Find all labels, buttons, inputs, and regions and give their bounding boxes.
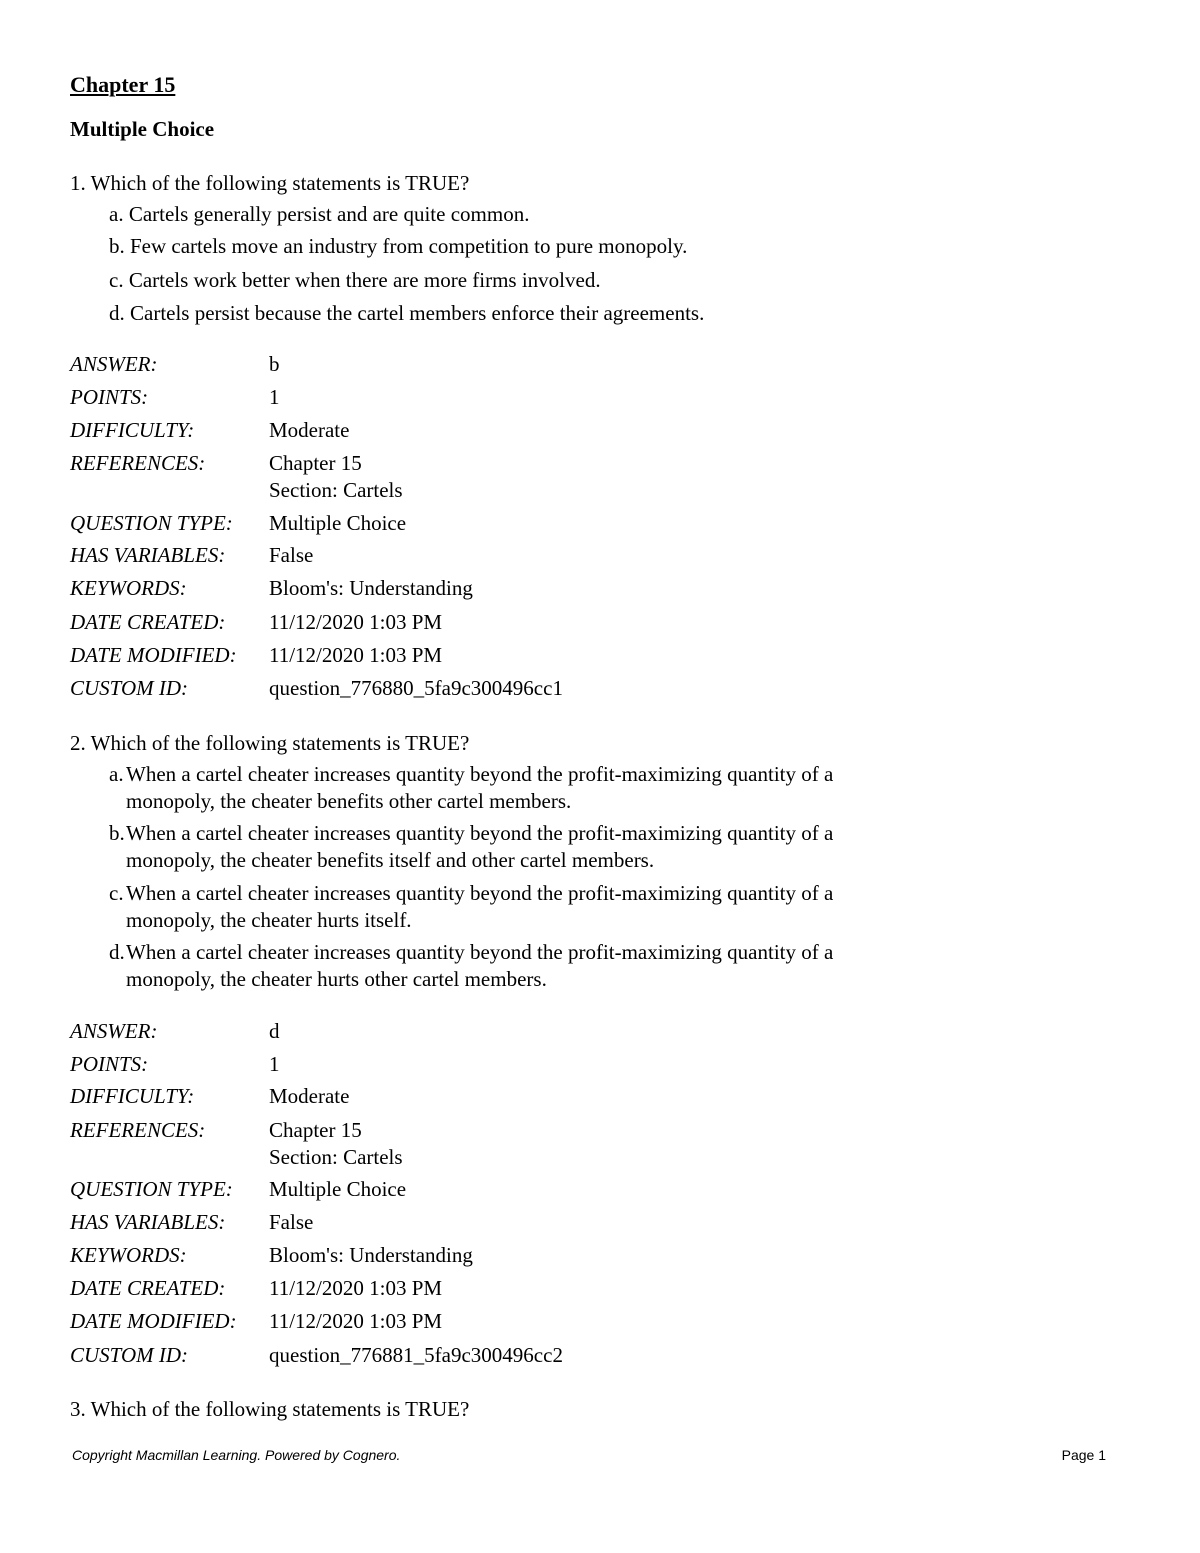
option-text: Few cartels move an industry from competition to pure monopoly. (130, 234, 688, 258)
option-letter: a. (109, 202, 124, 226)
chapter-title: Chapter 15 (70, 72, 176, 97)
question-type-value: Multiple Choice (269, 1177, 407, 1201)
points-value: 1 (269, 1052, 280, 1076)
references-label: REFERENCES: (70, 451, 206, 475)
custom-id-label: CUSTOM ID: (70, 1343, 189, 1367)
date-created-value: 11/12/2020 1:03 PM (269, 1276, 443, 1300)
difficulty-value: Moderate (269, 1084, 350, 1108)
option-text: When a cartel cheater increases quantity beyond the profit-maximizing quantity of a monopoly, the cheater benefits itself and other cartel members. (126, 821, 834, 872)
option-text: Cartels generally persist and are quite common. (128, 202, 530, 226)
difficulty-label: DIFFICULTY: (70, 418, 195, 442)
custom-id-value: question_776881_5fa9c300496cc2 (269, 1343, 563, 1367)
date-modified-label: DATE MODIFIED: (70, 643, 237, 667)
has-variables-value: False (269, 543, 314, 567)
references-chapter: Chapter 15 (269, 451, 362, 475)
option-letter: d. (109, 301, 125, 325)
date-modified-value: 11/12/2020 1:03 PM (269, 1309, 443, 1333)
difficulty-value: Moderate (269, 418, 350, 442)
option-letter: c. (109, 268, 124, 292)
question-type-label: QUESTION TYPE: (70, 1177, 233, 1201)
option-letter: c. (109, 881, 124, 905)
keywords-value: Bloom's: Understanding (269, 1243, 473, 1267)
option-letter: b. (109, 234, 125, 258)
question-1-option-a (109, 201, 529, 228)
references-value (269, 450, 403, 504)
references-chapter: Chapter 15 (269, 1118, 362, 1142)
question-1-option-d (109, 300, 704, 327)
question-1-option-b (109, 233, 687, 260)
option-text: When a cartel cheater increases quantity beyond the profit-maximizing quantity of a monopoly, the cheater hurts itself. (126, 881, 834, 932)
question-2-stem: 2. Which of the following statements is TRUE? (70, 731, 470, 755)
question-2-option-b (109, 820, 899, 874)
references-value (269, 1117, 403, 1171)
option-text: Cartels work better when there are more firms involved. (128, 268, 601, 292)
date-created-label: DATE CREATED: (70, 610, 226, 634)
question-1-stem: 1. Which of the following statements is TRUE? (70, 171, 470, 195)
question-2-option-d (109, 939, 899, 993)
footer-copyright: Copyright Macmillan Learning. Powered by Cognero. (72, 1447, 401, 1463)
option-letter: a. (109, 762, 124, 786)
option-text: When a cartel cheater increases quantity beyond the profit-maximizing quantity of a monopoly, the cheater hurts other cartel members. (126, 940, 834, 991)
question-type-label: QUESTION TYPE: (70, 511, 233, 535)
question-2-option-c (109, 880, 899, 934)
option-text: Cartels persist because the cartel members enforce their agreements. (130, 301, 705, 325)
option-text: When a cartel cheater increases quantity beyond the profit-maximizing quantity of a monopoly, the cheater benefits other cartel members. (126, 762, 834, 813)
points-value: 1 (269, 385, 280, 409)
has-variables-label: HAS VARIABLES: (70, 543, 226, 567)
keywords-label: KEYWORDS: (70, 576, 187, 600)
keywords-value: Bloom's: Understanding (269, 576, 473, 600)
custom-id-value: question_776880_5fa9c300496cc1 (269, 676, 563, 700)
date-created-label: DATE CREATED: (70, 1276, 226, 1300)
answer-label: ANSWER: (70, 1019, 158, 1043)
date-created-value: 11/12/2020 1:03 PM (269, 610, 443, 634)
section-title: Multiple Choice (70, 117, 215, 141)
keywords-label: KEYWORDS: (70, 1243, 187, 1267)
footer-page-number: Page 1 (1061, 1447, 1106, 1463)
references-section: Section: Cartels (269, 1145, 403, 1169)
option-letter: d. (109, 940, 125, 964)
answer-label: ANSWER: (70, 352, 158, 376)
has-variables-value: False (269, 1210, 314, 1234)
option-letter: b. (109, 821, 125, 845)
question-2-option-a (109, 761, 899, 815)
question-3-stem: 3. Which of the following statements is TRUE? (70, 1397, 470, 1421)
references-section: Section: Cartels (269, 478, 403, 502)
points-label: POINTS: (70, 1052, 149, 1076)
question-type-value: Multiple Choice (269, 511, 407, 535)
has-variables-label: HAS VARIABLES: (70, 1210, 226, 1234)
date-modified-value: 11/12/2020 1:03 PM (269, 643, 443, 667)
custom-id-label: CUSTOM ID: (70, 676, 189, 700)
question-1-option-c (109, 267, 601, 294)
difficulty-label: DIFFICULTY: (70, 1084, 195, 1108)
date-modified-label: DATE MODIFIED: (70, 1309, 237, 1333)
points-label: POINTS: (70, 385, 149, 409)
answer-value: d (269, 1019, 280, 1043)
answer-value: b (269, 352, 280, 376)
references-label: REFERENCES: (70, 1118, 206, 1142)
